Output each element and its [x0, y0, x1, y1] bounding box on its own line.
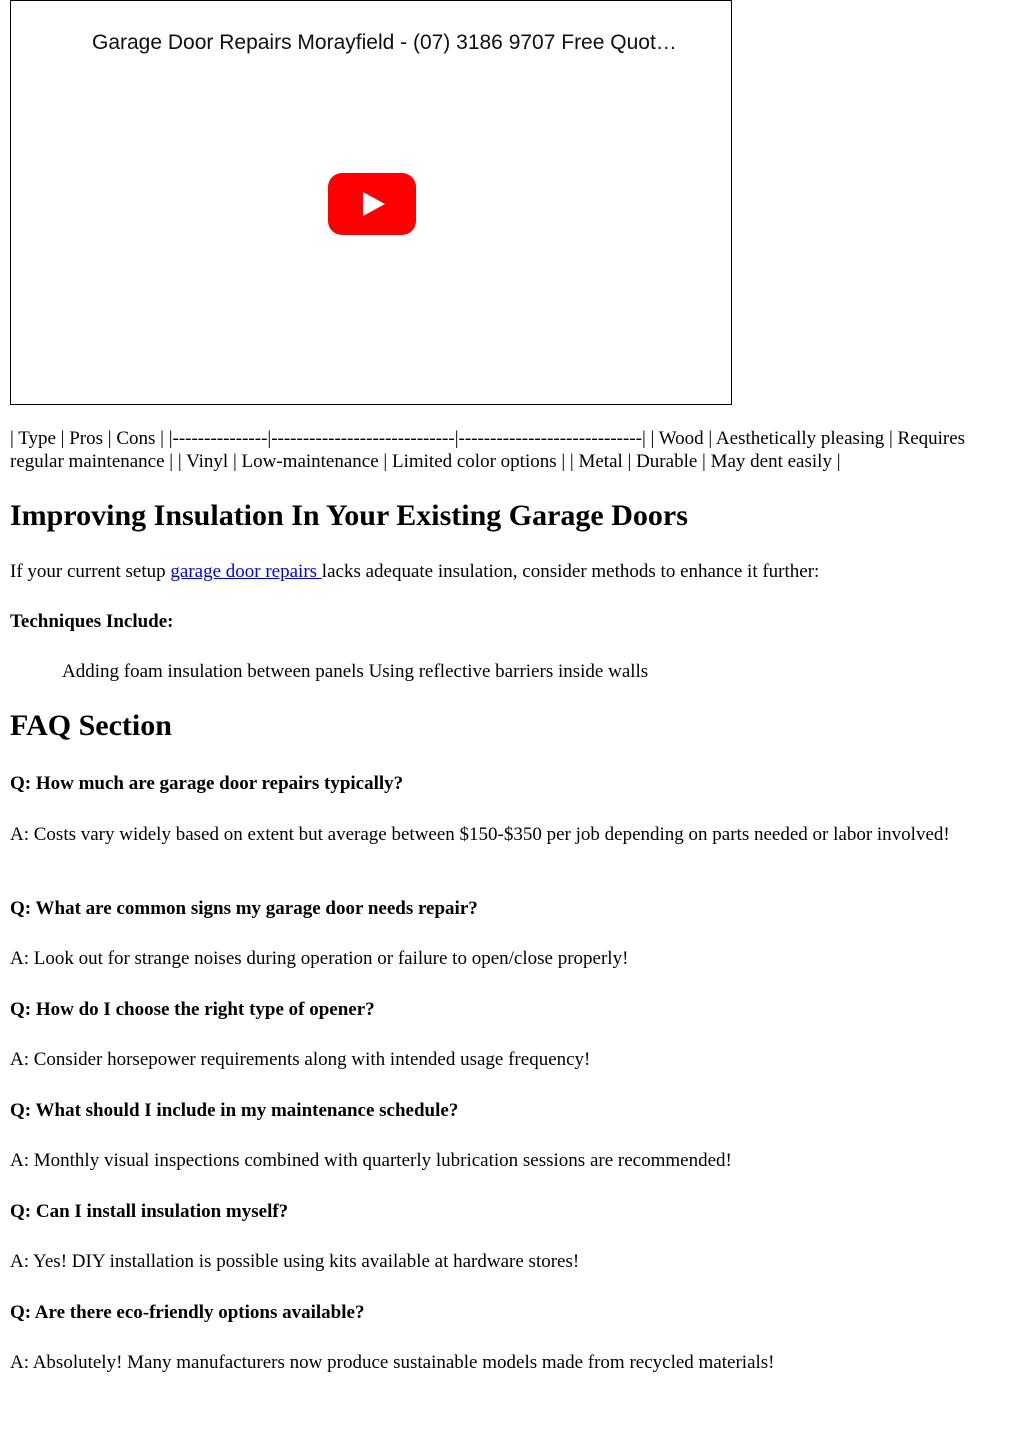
faq-question: Q: How much are garage door repairs typically?: [10, 773, 404, 794]
faq-question: Q: Are there eco-friendly options available?: [10, 1302, 365, 1323]
garage-door-repairs-link[interactable]: garage door repairs: [170, 561, 322, 582]
video-embed[interactable]: [10, 0, 732, 405]
faq-answer: A: Look out for strange noises during operation or failure to open/close properly!: [10, 948, 629, 969]
faq-answer: A: Monthly visual inspections combined with quarterly lubrication sessions are recommended!: [10, 1150, 732, 1171]
faq-answer: A: Absolutely! Many manufacturers now produce sustainable models made from recycled materials!: [10, 1352, 775, 1373]
faq-question: Q: How do I choose the right type of opener?: [10, 999, 375, 1020]
techniques-list: Adding foam insulation between panels Using reflective barriers inside walls: [62, 661, 649, 682]
video-title[interactable]: Garage Door Repairs Morayfield - (07) 3186 9707 Free Quot…: [92, 31, 677, 54]
faq-question: Q: Can I install insulation myself?: [10, 1201, 289, 1222]
play-icon: [328, 173, 416, 235]
intro-text-after: lacks adequate insulation, consider methods to enhance it further:: [321, 561, 820, 582]
faq-answer: A: Consider horsepower requirements along with intended usage frequency!: [10, 1049, 591, 1070]
techniques-label: Techniques Include:: [10, 611, 174, 632]
faq-heading: FAQ Section: [10, 709, 172, 742]
insulation-intro: [10, 560, 1010, 583]
play-button[interactable]: [328, 173, 416, 235]
faq-answer: A: Costs vary widely based on extent but average between $150-$350 per job depending on parts needed or labor involved!: [10, 824, 950, 845]
intro-text-before: If your current setup: [10, 561, 171, 582]
insulation-heading: Improving Insulation In Your Existing Garage Doors: [10, 499, 688, 532]
comparison-table-text: | Type | Pros | Cons | |---------------|-----------------------------|-----------------------------| | Wood | Aesthetically pleasing | Requires regular maintenance | | Vinyl | Low-maintenance | Limited color options | | Metal | Durable | May dent easily |: [10, 428, 966, 472]
faq-answer: A: Yes! DIY installation is possible using kits available at hardware stores!: [10, 1251, 580, 1272]
faq-question: Q: What are common signs my garage door needs repair?: [10, 898, 478, 919]
faq-question: Q: What should I include in my maintenance schedule?: [10, 1100, 459, 1121]
